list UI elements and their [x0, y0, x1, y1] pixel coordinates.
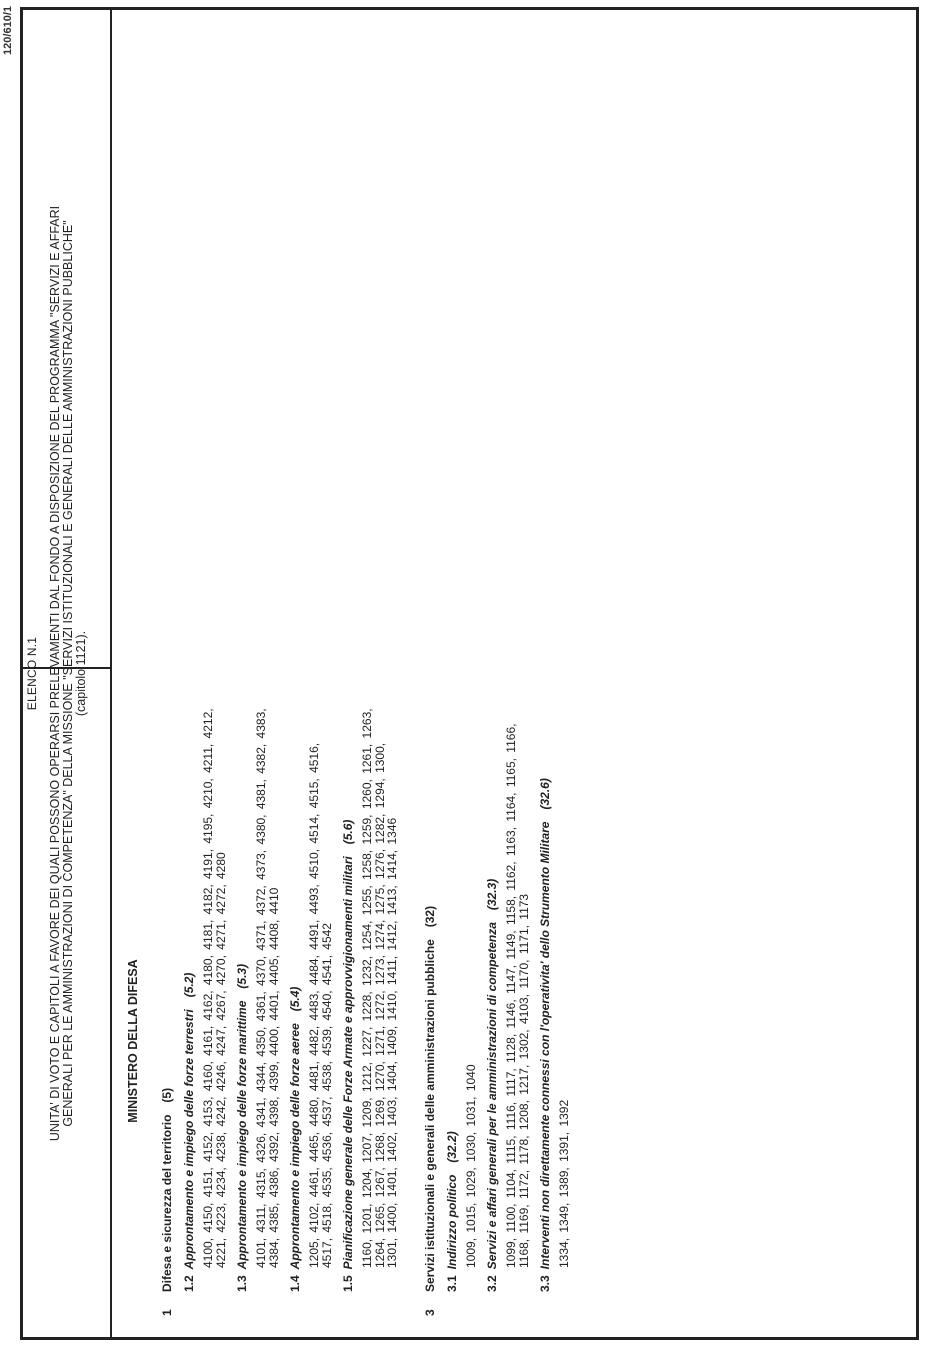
mission-number: 1 [160, 1309, 174, 1316]
chapter-list: 1334, 1349, 1389, 1391, 1392 [557, 1099, 571, 1268]
program-code: (5.2) [182, 972, 196, 998]
mission-heading [423, 676, 437, 1316]
mission-code: (5) [160, 1087, 174, 1103]
chapter-list: 1160, 1201, 1204, 1207, 1209, 1212, 1227, 1228, 1232, 1254, 1255, 1258, 1259, 1260, 1261, 1263, 1264, 1265, 1267, 1268, 1269, 1270, 1271, 1272, 1273, 1274, 1275, 1276, 1282, 1294, 1300, 1301, 1400, 1401, 1402, 1403, 1404, 1409, 1410, 1411, 1412, 1413, 1414, 1346 [360, 708, 399, 1268]
program-heading [341, 676, 355, 1292]
program-number: 1.4 [288, 1275, 302, 1292]
mission-label: Servizi istituzionali e generali delle amministrazioni pubbliche [422, 939, 437, 1292]
content-cell [126, 676, 571, 1316]
program-label: Servizi e affari generali per le amministrazioni di competenza [485, 922, 499, 1270]
program-label: Approntamento e impiego delle forze aeree [288, 1023, 302, 1270]
program-code: (5.3) [235, 963, 249, 989]
program-code: (5.6) [341, 819, 355, 845]
program-heading [538, 676, 552, 1292]
program-number: 1.2 [182, 1275, 196, 1292]
program-number: 3.2 [485, 1275, 499, 1292]
program-heading [288, 676, 302, 1292]
program-number: 3.3 [538, 1275, 552, 1292]
spacer [399, 676, 417, 1316]
program-code: (5.4) [288, 986, 302, 1012]
program-code: (32.3) [485, 878, 499, 911]
ministry-title: MINISTERO DELLA DIFESA [126, 959, 140, 1123]
header-divider [110, 7, 112, 1340]
program-heading [235, 676, 249, 1292]
program-label: Approntamento e impiego delle forze terrestri [182, 1009, 196, 1270]
mission-label: Difesa e sicurezza del territorio [160, 1114, 174, 1292]
mission-heading [160, 676, 174, 1316]
chapter-list: 1205, 4102, 4461, 4465, 4480, 4481, 4482, 4483, 4484, 4491, 4493, 4510, 4514, 4515, 4516, 4517, 4518, 4535, 4536, 4537, 4538, 4539, 4540, 4541, 4542 [307, 742, 334, 1268]
program-number: 3.1 [444, 1275, 459, 1292]
program-heading [485, 676, 499, 1292]
chapter-list: 1009, 1015, 1029, 1030, 1031, 1040 [463, 1064, 478, 1268]
program-heading [445, 676, 459, 1292]
mission-number: 3 [422, 1309, 437, 1316]
program-heading [182, 676, 196, 1292]
chapter-list: 4100, 4150, 4151, 4152, 4153, 4160, 4161, 4162, 4180, 4181, 4182, 4191, 4195, 4210, 4211, 4212, 4221, 4223, 4234, 4238, 4242, 4246, 4247, 4267, 4270, 4271, 4272, 4280 [201, 708, 228, 1268]
program-label: Pianificazione generale delle Forze Armate e approvvigionamenti militari [341, 856, 355, 1270]
document-header [26, 7, 88, 1340]
chapter-list: 1099, 1100, 1104, 1115, 1116, 1117, 1128, 1146, 1147, 1149, 1158, 1162, 1163, 1164, 1165, 1166, 1168, 1169, 1172, 1178, 1208, 1217, 1302, 4103, 1170, 1171, 1173 [504, 723, 531, 1268]
program-label: Indirizzo politico [444, 1174, 459, 1270]
program-label: Interventi non direttamente connessi con l'operativita' dello Strumento Militare [538, 821, 552, 1270]
program-number: 1.5 [341, 1275, 355, 1292]
program-number: 1.3 [235, 1275, 249, 1292]
page-number: 120/610/1 [2, 6, 14, 55]
list-number: ELENCO N.1 [25, 636, 39, 711]
chapter-list: 4101, 4311, 4315, 4326, 4341, 4344, 4350, 4361, 4370, 4371, 4372, 4373, 4380, 4381, 4382, 4383, 4384, 4385, 4386, 4392, 4398, 4399, 4400, 4401, 4405, 4408, 4410 [254, 708, 281, 1268]
program-code: (32.6) [538, 778, 552, 810]
title-line-2: GENERALI PER LE AMMINISTRAZIONI DI COMPETENZA" DELLA MISSIONE "SERVIZI ISTITUZIONALI E GENERALI DELLE AMMINISTRAZIONI PUBBLICHE" [61, 220, 75, 1127]
program-code: (32.2) [444, 1131, 459, 1163]
title-line-1: UNITA' DI VOTO E CAPITOLI A FAVORE DEI QUALI POSSONO OPERARSI PRELEVAMENTI DAL FONDO A DISPOSIZIONE DEL PROGRAMMA "SERVIZI E AFFARI [48, 205, 62, 1142]
program-label: Approntamento e impiego delle forze marittime [235, 1000, 249, 1270]
mission-code: (32) [422, 905, 437, 928]
title-line-3: (capitolo 1121). [74, 630, 88, 717]
